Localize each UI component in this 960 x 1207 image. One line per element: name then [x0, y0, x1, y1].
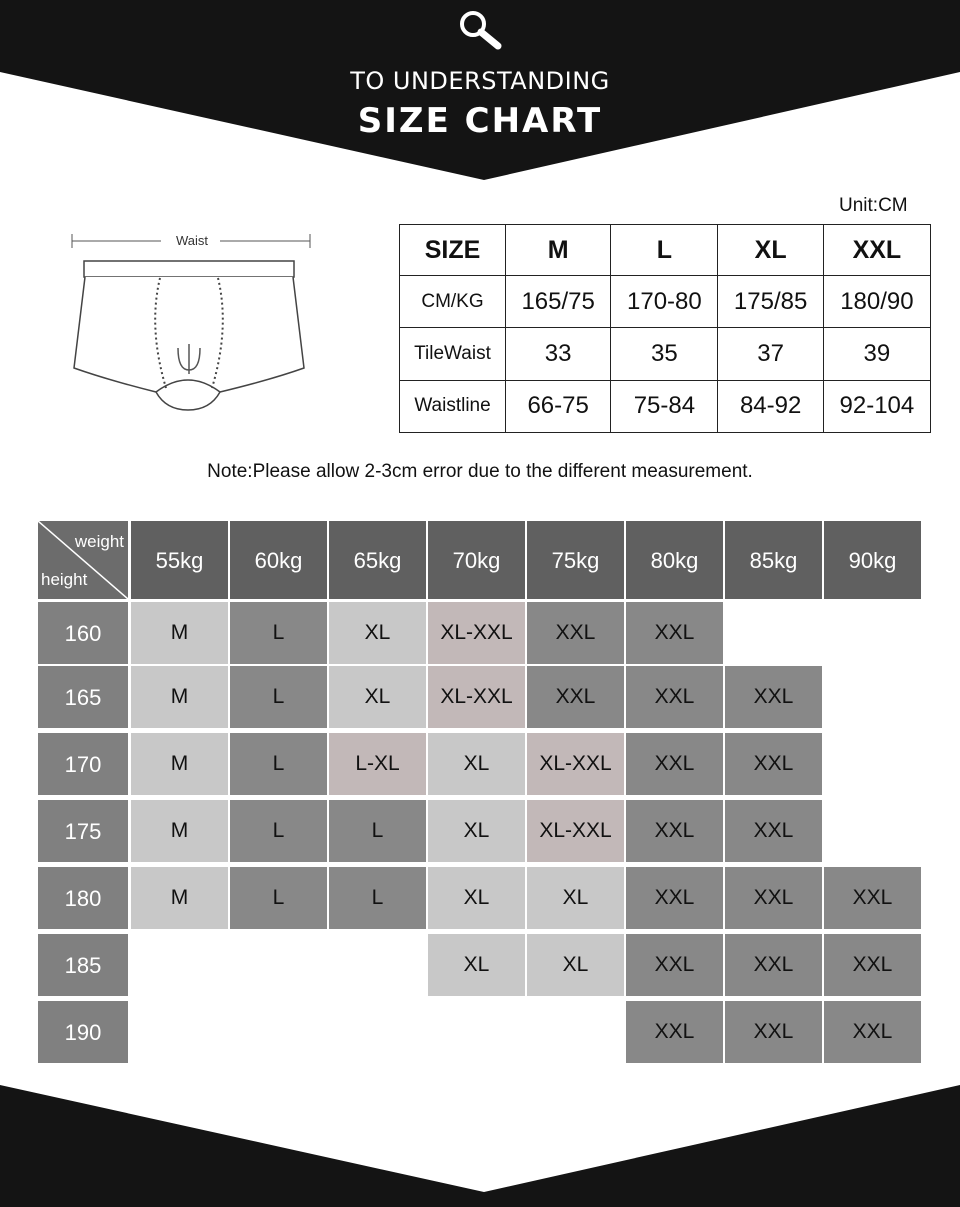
matrix-size-cell: L: [230, 733, 327, 795]
matrix-size-cell: XL-XXL: [428, 666, 525, 728]
matrix-size-cell: XL: [428, 934, 525, 996]
matrix-size-cell: L: [329, 800, 426, 862]
weight-header-cell: 75kg: [527, 521, 624, 599]
matrix-size-cell: L-XL: [329, 733, 426, 795]
matrix-size-cell: M: [131, 666, 228, 728]
matrix-size-cell: XXL: [626, 934, 723, 996]
weight-header-cell: 85kg: [725, 521, 822, 599]
size-header-cell: XL: [718, 225, 823, 276]
matrix-size-cell: [230, 1001, 327, 1063]
matrix-size-cell: XL: [527, 867, 624, 929]
matrix-size-cell: XL-XXL: [527, 800, 624, 862]
search-icon: [454, 8, 506, 52]
matrix-size-cell: XL: [329, 602, 426, 664]
unit-label: Unit:CM: [839, 195, 908, 216]
matrix-size-cell: XL: [428, 800, 525, 862]
size-value-cell: 175/85: [718, 276, 823, 328]
matrix-size-cell: XXL: [725, 733, 822, 795]
matrix-size-cell: [725, 602, 822, 664]
size-table-row: [400, 328, 931, 380]
matrix-size-cell: L: [230, 800, 327, 862]
size-value-cell: 84-92: [718, 380, 823, 432]
height-label-cell: 175: [38, 800, 128, 862]
matrix-size-cell: [824, 602, 921, 664]
matrix-size-cell: [131, 934, 228, 996]
weight-header-cell: 55kg: [131, 521, 228, 599]
size-value-cell: 39: [823, 328, 930, 380]
corner-weight-label: weight: [74, 532, 124, 551]
size-value-cell: 37: [718, 328, 823, 380]
matrix-size-cell: [329, 934, 426, 996]
matrix-size-cell: XXL: [725, 934, 822, 996]
size-row-label: TileWaist: [400, 328, 506, 380]
matrix-size-cell: XXL: [527, 602, 624, 664]
header-subtitle: TO UNDERSTANDING: [350, 67, 610, 95]
height-label-cell: 165: [38, 666, 128, 728]
matrix-size-cell: L: [329, 867, 426, 929]
size-header-cell: M: [506, 225, 611, 276]
matrix-size-cell: XL: [527, 934, 624, 996]
matrix-size-cell: L: [230, 666, 327, 728]
size-value-cell: 180/90: [823, 276, 930, 328]
matrix-size-cell: XL: [329, 666, 426, 728]
briefs-illustration: [48, 198, 338, 438]
size-value-cell: 66-75: [506, 380, 611, 432]
matrix-size-cell: L: [230, 867, 327, 929]
matrix-size-cell: XXL: [824, 867, 921, 929]
matrix-size-cell: XL: [428, 867, 525, 929]
weight-header-cell: 60kg: [230, 521, 327, 599]
size-header-cell: L: [611, 225, 718, 276]
height-label-cell: 185: [38, 934, 128, 996]
size-row-label: Waistline: [400, 380, 506, 432]
size-value-cell: 170-80: [611, 276, 718, 328]
matrix-size-cell: XXL: [626, 666, 723, 728]
weight-header-cell: 70kg: [428, 521, 525, 599]
measurement-note: Note:Please allow 2-3cm error due to the different measurement.: [207, 461, 753, 482]
size-table-header-row: [400, 225, 931, 276]
size-value-cell: 35: [611, 328, 718, 380]
matrix-size-cell: [824, 666, 921, 728]
matrix-size-cell: L: [230, 602, 327, 664]
size-table-row: [400, 380, 931, 432]
matrix-size-cell: XXL: [824, 934, 921, 996]
page-title: SIZE CHART: [357, 101, 603, 141]
weight-header-cell: 80kg: [626, 521, 723, 599]
matrix-size-cell: M: [131, 800, 228, 862]
matrix-size-cell: [428, 1001, 525, 1063]
height-label-cell: 180: [38, 867, 128, 929]
matrix-size-cell: XXL: [626, 800, 723, 862]
weight-header-cell: 65kg: [329, 521, 426, 599]
matrix-size-cell: M: [131, 602, 228, 664]
matrix-size-cell: [527, 1001, 624, 1063]
matrix-corner-cell: [38, 521, 128, 599]
matrix-size-cell: XL: [428, 733, 525, 795]
matrix-size-cell: [329, 1001, 426, 1063]
matrix-size-cell: XXL: [824, 1001, 921, 1063]
height-label-cell: 170: [38, 733, 128, 795]
height-label-cell: 190: [38, 1001, 128, 1063]
waist-label: Waist: [175, 233, 209, 248]
footer-banner: [0, 1085, 960, 1207]
height-label-cell: 160: [38, 602, 128, 664]
size-table-row: [400, 276, 931, 328]
matrix-size-cell: XXL: [725, 867, 822, 929]
weight-header-cell: 90kg: [824, 521, 921, 599]
matrix-size-cell: [230, 934, 327, 996]
matrix-size-cell: [824, 800, 921, 862]
matrix-size-cell: XXL: [626, 867, 723, 929]
size-header-cell: SIZE: [400, 225, 506, 276]
matrix-size-cell: XXL: [626, 602, 723, 664]
matrix-size-cell: XXL: [725, 666, 822, 728]
matrix-size-cell: M: [131, 867, 228, 929]
matrix-size-cell: [824, 733, 921, 795]
matrix-size-cell: XXL: [626, 1001, 723, 1063]
matrix-size-cell: XXL: [725, 1001, 822, 1063]
size-value-cell: 33: [506, 328, 611, 380]
matrix-size-cell: XXL: [725, 800, 822, 862]
size-header-cell: XXL: [823, 225, 930, 276]
size-table: [399, 224, 931, 433]
matrix-size-cell: XXL: [527, 666, 624, 728]
matrix-size-cell: XL-XXL: [527, 733, 624, 795]
matrix-size-cell: [131, 1001, 228, 1063]
matrix-size-cell: XXL: [626, 733, 723, 795]
corner-height-label: height: [41, 570, 88, 589]
size-row-label: CM/KG: [400, 276, 506, 328]
matrix-size-cell: M: [131, 733, 228, 795]
size-value-cell: 92-104: [823, 380, 930, 432]
size-value-cell: 165/75: [506, 276, 611, 328]
matrix-size-cell: XL-XXL: [428, 602, 525, 664]
size-value-cell: 75-84: [611, 380, 718, 432]
